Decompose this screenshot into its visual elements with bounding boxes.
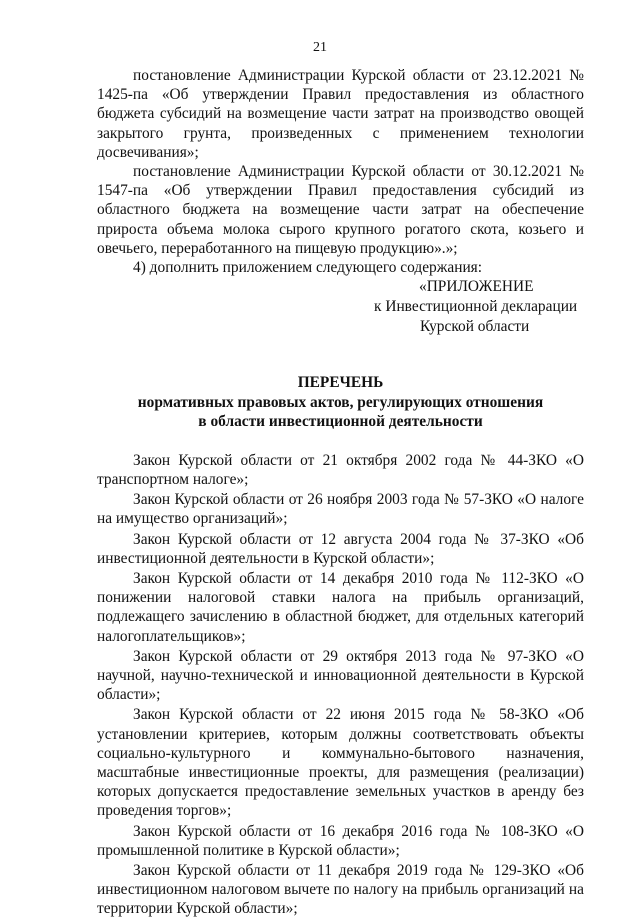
laws-list [97,451,584,919]
law-item: Закон Курской области от 14 декабря 2010 года № 112-ЗКО «О понижении налоговой ставки налога на прибыль организаций, подлежащего зачислению в областной бюджет, для отдельных категорий налогоплательщиков»; [97,569,584,645]
appendix-subtitle: к Инвестиционной декларации [374,298,578,316]
law-item: Закон Курской области от 22 июня 2015 года № 58-ЗКО «Об установлении критериев, которым должны соответствовать объекты социально-культурного и коммунально-бытового назначения, масштабные инвестиционные проекты, для размещения (реализации) которых допускается предоставление земельных участков в аренду без проведения торгов»; [97,706,584,820]
heading-line-2: нормативных правовых актов, регулирующих отношения [137,393,544,411]
law-item: Закон Курской области от 21 октября 2002 года № 44-ЗКО «О транспортном налоге»; [97,451,584,488]
appendix-region: Курской области [420,318,530,336]
list-heading [97,373,584,432]
intro-paragraph-2: постановление Администрации Курской области от 30.12.2021 № 1547-па «Об утверждении Правил предоставления субсидий из областного бюджета на возмещение части затрат на обеспечение прироста объема молока сырого крупного рогатого скота, козьего и овечьего, переработанного на пищевую продукцию».»; [97,163,584,257]
appendix-header [97,277,584,337]
intro-paragraph-1: постановление Администрации Курской области от 23.12.2021 № 1425-па «Об утверждении Правил предоставления из областного бюджета субсидий на возмещение части затрат на производство овощей закрытого грунта, произведенных с применением технологии досвечивания»; [97,67,584,161]
appendix-title: «ПРИЛОЖЕНИЕ [419,278,534,296]
heading-line-3: в области инвестиционной деятельности [198,413,483,431]
law-item: Закон Курской области от 26 ноября 2003 года № 57-ЗКО «О налоге на имущество организаций»; [97,491,584,528]
intro-paragraph-3: 4) дополнить приложением следующего содержания: [133,259,483,277]
page-number: 21 [313,40,327,55]
document-body [97,66,584,920]
law-item: Закон Курской области от 16 декабря 2016 года № 108-ЗКО «О промышленной политике в Курской области»; [97,822,584,859]
heading-title: ПЕРЕЧЕНЬ [297,374,384,392]
law-item: Закон Курской области от 29 октября 2013 года № 97-ЗКО «О научной, научно-технической и инновационной деятельности в Курской области»; [97,647,584,704]
law-item: Закон Курской области от 12 августа 2004 года № 37-ЗКО «Об инвестиционной деятельности в Курской области»; [97,530,584,567]
law-item: Закон Курской области от 11 декабря 2019 года № 129-ЗКО «Об инвестиционном налоговом вычете по налогу на прибыль организаций на территории Курской области»; [97,862,584,918]
